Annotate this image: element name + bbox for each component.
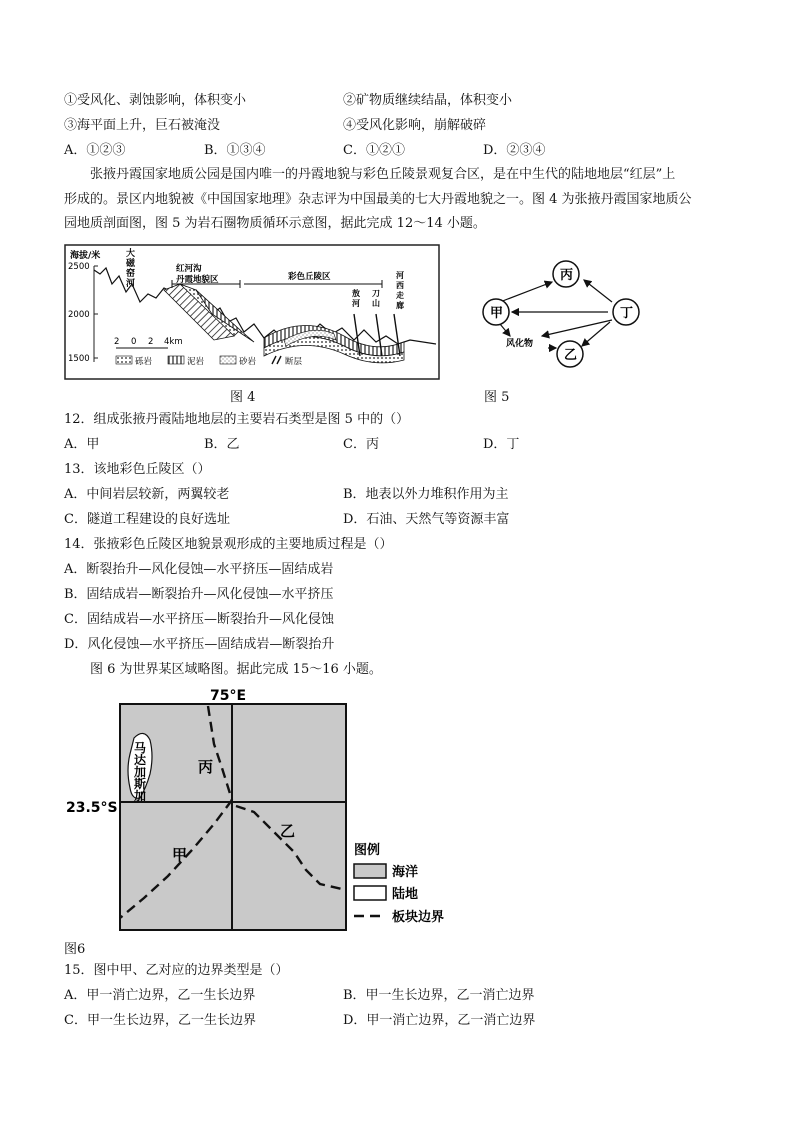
label-caise-zone: 彩色丘陵区 [288, 272, 331, 282]
q11-option-3: ③海平面上升，巨石被淹没 [64, 118, 221, 133]
island-label-3: 加 [134, 765, 147, 779]
label-dao-1: 刀 [372, 289, 380, 298]
scale-2-left: 2 [114, 337, 120, 347]
fig6-caption: 图6 [64, 942, 86, 957]
intro-line-3: 园地质剖面图，图 5 为岩石圈物质循环示意图，据此完成 12～14 小题。 [64, 216, 486, 231]
label-hongxigou: 红河沟 [176, 264, 202, 274]
legend-mudstone: 泥岩 [187, 357, 205, 367]
q12-stem: 12．组成张掖丹霞陆地地层的主要岩石类型是图 5 中的（） [64, 412, 410, 427]
q11-choice-b: B．①③④ [204, 143, 266, 158]
label-hexi-4: 廊 [396, 301, 404, 310]
q11-choice-a: A．①②③ [64, 143, 126, 158]
rock-cycle-figure [470, 250, 660, 380]
label-ao-1: 敖 [352, 289, 360, 298]
q12-choice-a: A．甲 [64, 437, 100, 452]
intro-line-2: 形成的。景区内地貌被《中国国家地理》杂志评为中国最美的七大丹霞地貌之一。图 4 为张掖丹霞国家地质公 [64, 192, 692, 207]
node-ding: 丁 [620, 306, 634, 321]
q15-stem: 15．图中甲、乙对应的边界类型是（） [64, 963, 289, 978]
q13-choice-a: A．中间岩层较新，两翼较老 [64, 487, 230, 502]
plate-label-yi: 乙 [280, 822, 296, 840]
island-label-1: 马 [134, 741, 147, 755]
q11-choice-d: D．②③④ [483, 143, 546, 158]
fig4-caption: 图 4 [230, 390, 256, 405]
q11-option-2: ②矿物质继续结晶，体积变小 [343, 93, 513, 108]
y-tick-1500: 1500 [68, 354, 90, 364]
q12-choice-d: D．丁 [483, 437, 520, 452]
y-tick-2000: 2000 [68, 310, 90, 320]
q15-choice-c: C．甲一生长边界，乙一生长边界 [64, 1013, 256, 1028]
label-danxia-zone: 丹霞地貌区 [176, 275, 219, 285]
legend-title: 图例 [354, 843, 381, 858]
y-axis-label: 海拔/米 [70, 251, 101, 261]
weathering-label: 风化物 [506, 339, 534, 349]
q11-choice-c: C．①②① [343, 143, 405, 158]
q14-choice-a: A．断裂抬升—风化侵蚀—水平挤压—固结成岩 [64, 562, 334, 577]
scale-4km: 4km [164, 337, 183, 347]
plate-label-jia: 甲 [172, 846, 188, 864]
q13-stem: 13．该地彩色丘陵区（） [64, 462, 211, 477]
label-daci-4: 河 [126, 279, 136, 289]
scale-0: 0 [131, 337, 137, 347]
q15-choice-d: D．甲一消亡边界，乙一消亡边界 [343, 1013, 536, 1028]
legend-conglomerate: 砾岩 [135, 357, 153, 367]
q14-choice-c: C．固结成岩—水平挤压—断裂抬升—风化侵蚀 [64, 612, 334, 627]
label-daci-2: 磁 [126, 259, 136, 269]
island-label-2: 达 [134, 753, 147, 767]
legend-land: 陆地 [392, 887, 419, 902]
island-label-5: 加 [134, 789, 147, 803]
legend-ocean: 海洋 [392, 865, 419, 880]
q14-stem: 14．张掖彩色丘陵区地貌景观形成的主要地质过程是（） [64, 537, 393, 552]
legend-fault: 断层 [285, 357, 303, 367]
y-tick-2500: 2500 [68, 262, 90, 272]
q11-option-1: ①受风化、剥蚀影响，体积变小 [64, 93, 247, 108]
q15-choice-b: B．甲一生长边界，乙一消亡边界 [343, 988, 535, 1003]
q15-choice-a: A．甲一消亡边界，乙一生长边界 [64, 988, 256, 1003]
label-ao-2: 河 [352, 299, 360, 308]
node-jia: 甲 [490, 306, 504, 321]
q12-choice-b: B．乙 [204, 437, 240, 452]
label-hexi-1: 河 [396, 271, 404, 280]
node-yi: 乙 [564, 348, 578, 363]
fig5-caption: 图 5 [484, 390, 510, 405]
label-daci-1: 大 [126, 249, 136, 259]
legend-boundary: 板块边界 [392, 910, 445, 925]
plate-label-bing: 丙 [198, 758, 214, 776]
intro-fig6: 图 6 为世界某区域略图。据此完成 15～16 小题。 [90, 662, 382, 677]
q13-choice-d: D．石油、天然气等资源丰富 [343, 512, 510, 527]
node-bing: 丙 [560, 268, 574, 283]
label-daci-3: 窑 [126, 269, 136, 279]
lon-label: 75°E [210, 688, 247, 704]
q11-option-4: ④受风化影响，崩解破碎 [343, 118, 487, 133]
q14-choice-d: D．风化侵蚀—水平挤压—固结成岩—断裂抬升 [64, 637, 335, 652]
label-hexi-3: 走 [396, 291, 404, 300]
scale-2-right: 2 [148, 337, 154, 347]
q14-choice-b: B．固结成岩—断裂抬升—风化侵蚀—水平挤压 [64, 587, 334, 602]
island-label-4: 斯 [134, 777, 147, 791]
q12-choice-c: C．丙 [343, 437, 379, 452]
lat-label: 23.5°S [66, 800, 118, 816]
plate-boundary-map [64, 684, 464, 936]
label-dao-2: 山 [372, 299, 380, 308]
intro-line-1: 张掖丹霞国家地质公园是国内唯一的丹霞地貌与彩色丘陵景观复合区，是在中生代的陆地地层“红层”上 [90, 167, 676, 182]
q13-choice-c: C．隧道工程建设的良好选址 [64, 512, 230, 527]
q13-choice-b: B．地表以外力堆积作用为主 [343, 487, 509, 502]
legend-sandstone: 砂岩 [239, 357, 257, 367]
geologic-profile-figure [64, 244, 440, 380]
label-hexi-2: 西 [396, 281, 404, 290]
